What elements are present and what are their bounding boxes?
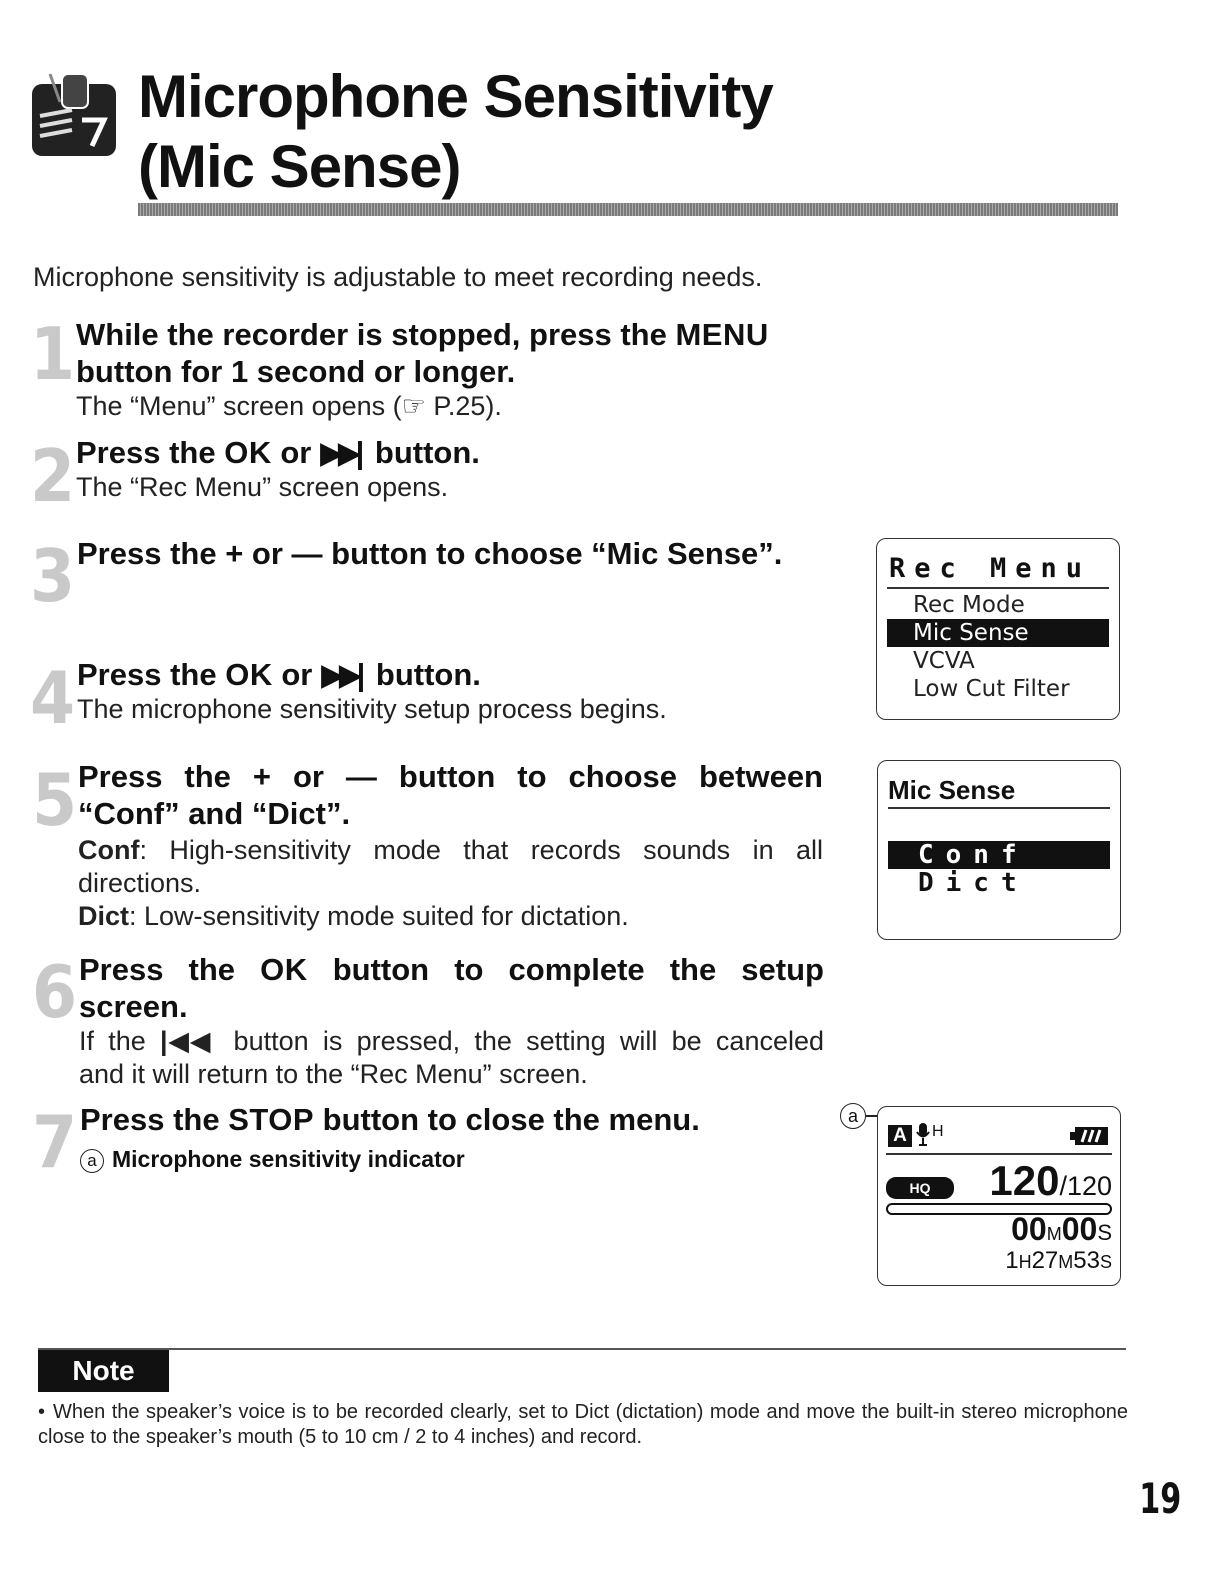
note-text <box>38 1400 1128 1450</box>
lcd-stop-screen <box>877 1106 1121 1286</box>
page-title <box>138 62 773 202</box>
step-1-heading-2: button for 1 second or longer. <box>76 354 516 389</box>
plus-icon: + <box>225 536 244 571</box>
step-1-body: The “Menu” screen opens (☞ P.25). <box>76 391 502 421</box>
mic-sense-indicator <box>916 1121 944 1152</box>
step-1-number: 1 <box>30 312 76 396</box>
callout-a-marker: a <box>840 1103 866 1129</box>
step-1 <box>76 316 836 423</box>
remaining-hours: 1 <box>1005 1247 1019 1274</box>
ok-key-label: OK <box>224 435 272 470</box>
step-7-post: button to close the menu. <box>314 1102 700 1137</box>
step-2-number: 2 <box>30 434 76 518</box>
step-7-number: 7 <box>32 1100 78 1184</box>
stop-key-label: STOP <box>228 1102 315 1137</box>
callout-a-text: Microphone sensitivity indicator <box>112 1146 465 1172</box>
title-line2: (Mic Sense) <box>138 133 461 200</box>
lcd-mic-sense <box>877 760 1121 940</box>
title-line1: Microphone Sensitivity <box>138 63 773 130</box>
hours-unit: H <box>1018 1252 1032 1272</box>
file-number: 120 <box>989 1157 1060 1204</box>
mic-sense-header: Mic Sense <box>888 775 1016 805</box>
file-total: /120 <box>1059 1171 1112 1201</box>
step-7 <box>80 1101 840 1173</box>
minus-icon: — <box>291 536 323 571</box>
step-4-or: or <box>272 657 321 692</box>
step-2-or: or <box>271 435 320 470</box>
ok-key-label: OK <box>260 952 308 987</box>
note-label: Note <box>38 1350 169 1392</box>
step-4-number: 4 <box>30 656 76 740</box>
conf-definition: : High-sensitivity mode that records sounds in all <box>139 835 823 865</box>
conf-definition-2: directions. <box>78 868 202 898</box>
menu-item-rec-mode: Rec Mode <box>913 592 1025 618</box>
menu-item-low-cut-filter: Low Cut Filter <box>913 676 1070 702</box>
seconds-unit-2: S <box>1099 1252 1112 1272</box>
step-3-post: button to choose “Mic Sense”. <box>322 536 783 571</box>
mic-level-letter: H <box>932 1123 944 1140</box>
rec-menu-header: Rec Menu <box>889 553 1092 584</box>
file-counter <box>989 1157 1112 1205</box>
step-5-heading: Press the + or — button to choose between <box>78 759 823 794</box>
note-bullet: • <box>38 1401 46 1423</box>
step-3 <box>77 535 857 572</box>
elapsed-minutes: 00 <box>1011 1211 1047 1247</box>
step-2 <box>76 434 836 504</box>
step-7-text: Press the <box>80 1102 229 1137</box>
step-6-body-post: button is pressed, the setting will be canceled <box>219 1026 825 1056</box>
elapsed-seconds: 00 <box>1061 1211 1098 1247</box>
seconds-unit: S <box>1097 1220 1112 1245</box>
step-4 <box>77 656 837 726</box>
note-rule <box>38 1348 1126 1350</box>
microphone-icon <box>916 1121 930 1147</box>
remaining-minutes: 27 <box>1031 1247 1059 1274</box>
hq-quality-badge: HQ <box>886 1177 954 1199</box>
step-4-post: button. <box>367 657 481 692</box>
step-6-text: Press the <box>79 952 261 987</box>
step-5 <box>78 758 823 933</box>
step-3-or: or <box>243 536 292 571</box>
note-body: When the speaker’s voice is to be recorded clearly, set to Dict (dictation) mode and move the built-in stereo microphone close to the speaker’s mouth (5 to 10 cm / 2 to 4 inches) and record. <box>38 1401 1128 1448</box>
minutes-unit: M <box>1046 1224 1062 1244</box>
step-2-body: The “Rec Menu” screen opens. <box>76 472 449 502</box>
option-dict: Dict <box>918 868 1029 898</box>
menu-key-label: MENU <box>675 317 769 352</box>
microphone-settings-icon <box>32 72 118 156</box>
step-4-text: Press the <box>77 657 226 692</box>
remaining-time <box>1005 1247 1112 1275</box>
step-6 <box>79 951 824 1091</box>
step-6-number: 6 <box>32 950 78 1034</box>
step-5-heading-2: “Conf” and “Dict”. <box>78 796 351 831</box>
elapsed-time <box>1011 1211 1112 1248</box>
step-1-heading: While the recorder is stopped, press the <box>76 317 676 352</box>
lcd-rec-menu <box>876 538 1120 720</box>
step-2-text: Press the <box>76 435 225 470</box>
step-6-text-post: button to complete the setup <box>307 952 824 987</box>
rewind-icon: |◀◀ <box>160 1026 212 1056</box>
step-6-body-2: and it will return to the “Rec Menu” screen. <box>79 1059 588 1089</box>
folder-indicator: A <box>888 1125 912 1147</box>
step-3-number: 3 <box>30 534 76 618</box>
step-2-post: button. <box>366 435 480 470</box>
dict-definition: : Low-sensitivity mode suited for dictation. <box>129 901 629 931</box>
fast-forward-icon: ▶▶| <box>319 435 359 470</box>
conf-term: Conf <box>78 835 140 865</box>
step-4-body: The microphone sensitivity setup process begins. <box>77 694 667 724</box>
step-6-heading-2: screen. <box>79 989 188 1024</box>
title-underline <box>138 203 1118 216</box>
step-6-body: If the <box>79 1026 161 1056</box>
battery-icon <box>1070 1125 1110 1152</box>
intro-text: Microphone sensitivity is adjustable to meet recording needs. <box>33 262 763 292</box>
menu-item-vcva: VCVA <box>913 648 975 674</box>
callout-legend <box>80 1146 840 1173</box>
menu-item-mic-sense: Mic Sense <box>887 619 1109 647</box>
callout-a-marker: a <box>80 1149 104 1173</box>
minutes-unit-2: M <box>1058 1252 1074 1272</box>
option-conf: Conf <box>888 841 1110 869</box>
page-number: 19 <box>1139 1474 1182 1523</box>
fast-forward-icon: ▶▶| <box>320 657 360 692</box>
dict-term: Dict <box>78 901 130 931</box>
remaining-seconds: 53 <box>1073 1247 1100 1274</box>
ok-key-label: OK <box>225 657 273 692</box>
step-3-text: Press the <box>77 536 226 571</box>
step-5-number: 5 <box>32 758 78 842</box>
